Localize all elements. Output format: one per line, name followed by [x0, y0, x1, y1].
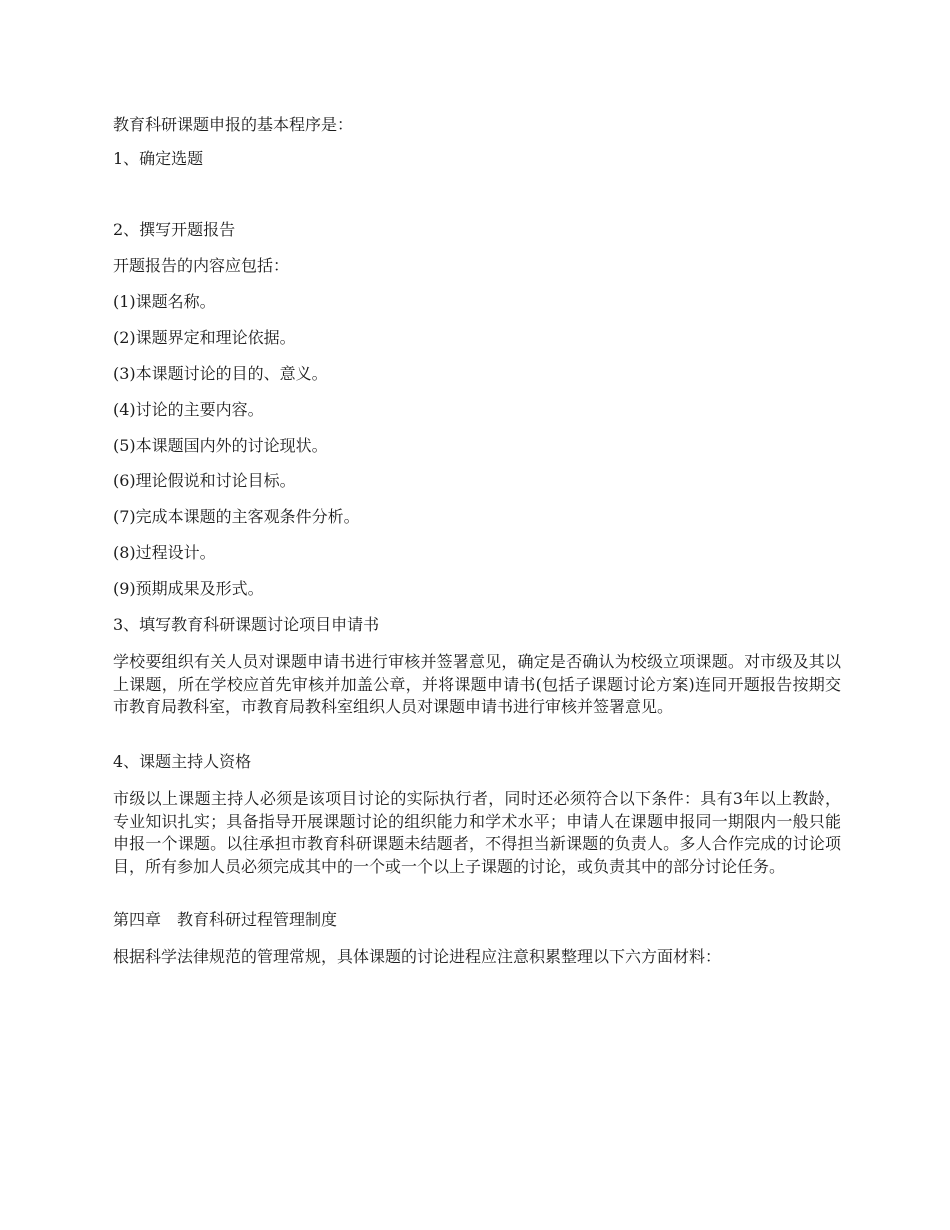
step-2-heading: 2、撰写开题报告	[113, 220, 236, 239]
report-item: (6)理论假说和讨论目标。	[113, 471, 296, 490]
step-1-heading: 1、确定选题	[113, 149, 204, 168]
report-item: (1)课题名称。	[113, 292, 216, 311]
report-intro-text: 开题报告的内容应包括：	[113, 256, 290, 275]
chapter-4-heading: 第四章 教育科研过程管理制度	[113, 910, 338, 929]
chapter-4-paragraph: 根据科学法律规范的管理常规，具体课题的讨论进程应注意积累整理以下六方面材料：	[113, 947, 722, 966]
step-3-paragraph: 学校要组织有关人员对课题申请书进行审核并签署意见，确定是否确认为校级立项课题。对市级及其以上课题，所在学校应首先审核并加盖公章，并将课题申请书(包括子课题讨论方案)连同开题报告按期交市教育局教科室，市教育局教科室组织人员对课题申请书进行审核并签署意见。	[113, 652, 841, 716]
step-4-paragraph: 市级以上课题主持人必须是该项目讨论的实际执行者，同时还必须符合以下条件：具有3年以上教龄，专业知识扎实；具备指导开展课题讨论的组织能力和学术水平；申请人在课题申报同一期限内一般只能申报一个课题。以往承担市教育科研课题未结题者，不得担当新课题的负责人。多人合作完成的讨论项目，所有参加人员必须完成其中的一个或一个以上子课题的讨论，或负责其中的部分讨论任务。	[113, 789, 841, 876]
report-item: (9)预期成果及形式。	[113, 579, 264, 598]
report-item: (7)完成本课题的主客观条件分析。	[113, 507, 360, 526]
report-item: (4)讨论的主要内容。	[113, 400, 264, 419]
step-3-heading: 3、填写教育科研课题讨论项目申请书	[113, 615, 380, 634]
report-item: (8)过程设计。	[113, 543, 216, 562]
report-item: (3)本课题讨论的目的、意义。	[113, 364, 328, 383]
report-item: (2)课题界定和理论依据。	[113, 328, 296, 347]
step-4-heading: 4、课题主持人资格	[113, 752, 252, 771]
report-item: (5)本课题国内外的讨论现状。	[113, 436, 328, 455]
intro-text: 教育科研课题申报的基本程序是：	[113, 115, 354, 134]
